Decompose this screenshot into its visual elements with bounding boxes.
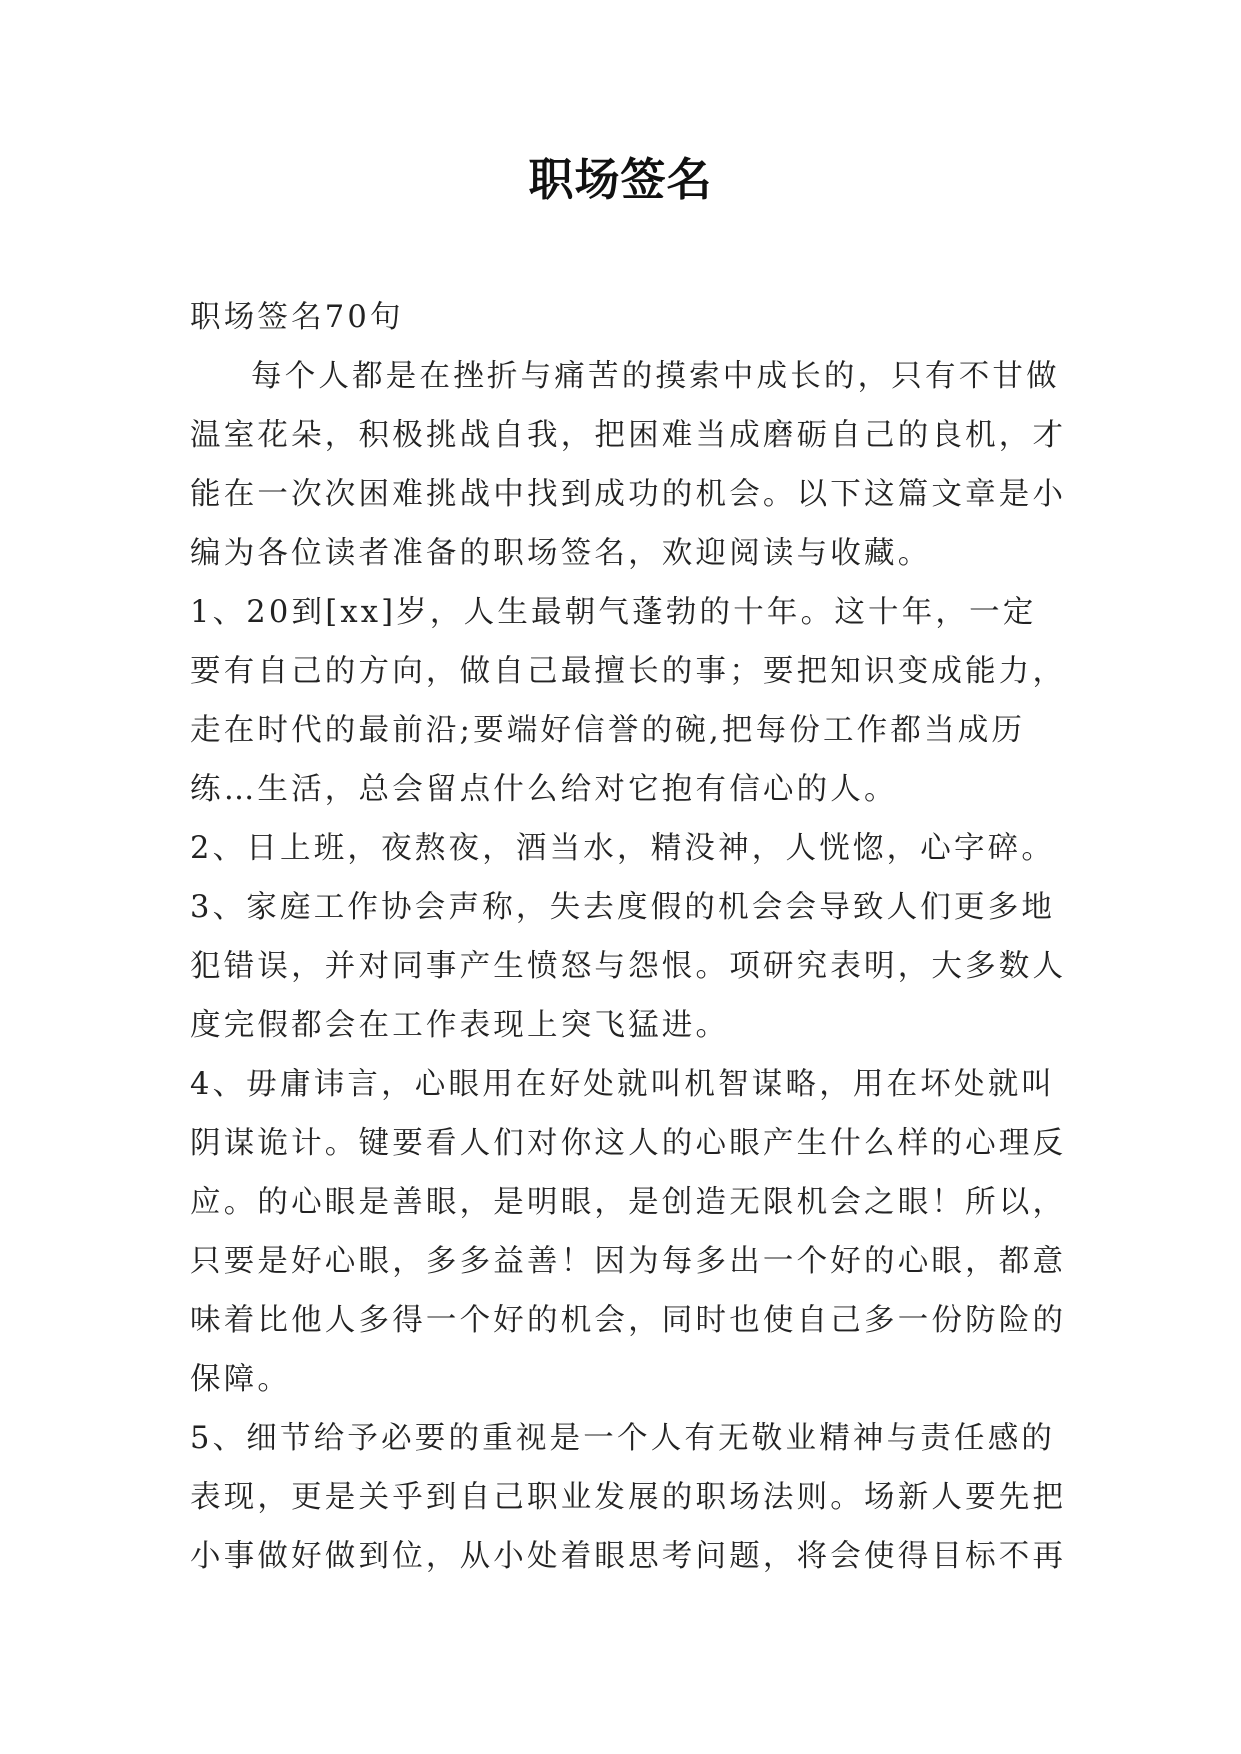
document-body — [190, 288, 1070, 1586]
item-paragraph-3: 3、家庭工作协会声称，失去度假的机会会导致人们更多地犯错误，并对同事产生愤怒与怨恨。项研究表明，大多数人度完假都会在工作表现上突飞猛进。 — [190, 890, 1067, 1043]
item-paragraph-1: 1、20到[xx]岁，人生最朝气蓬勃的十年。这十年，一定要有自己的方向，做自己最擅长的事；要把知识变成能力，走在时代的最前沿;要端好信誉的碗,把每份工作都当成历练…生活，总会留点什么给对它抱有信心的人。 — [190, 595, 1067, 807]
item-paragraph-2: 2、日上班，夜熬夜，酒当水，精没神，人恍惚，心字碎。 — [190, 831, 1056, 866]
document-title: 职场签名 — [528, 153, 713, 206]
subtitle-paragraph: 职场签名70句 — [190, 300, 404, 335]
intro-paragraph: 每个人都是在挫折与痛苦的摸索中成长的，只有不甘做温室花朵，积极挑战自我，把困难当成磨砺自己的良机，才能在一次次困难挑战中找到成功的机会。以下这篇文章是小编为各位读者准备的职场签名，欢迎阅读与收藏。 — [190, 359, 1067, 571]
item-paragraph-5: 5、细节给予必要的重视是一个人有无敬业精神与责任感的表现，更是关乎到自己职业发展的职场法则。场新人要先把小事做好做到位，从小处着眼思考问题，将会使得目标不再 — [190, 1421, 1067, 1574]
item-paragraph-4: 4、毋庸讳言，心眼用在好处就叫机智谋略，用在坏处就叫阴谋诡计。键要看人们对你这人的心眼产生什么样的心理反应。的心眼是善眼，是明眼，是创造无限机会之眼！所以，只要是好心眼，多多益善！因为每多出一个好的心眼，都意味着比他人多得一个好的机会，同时也使自己多一份防险的保障。 — [190, 1067, 1067, 1397]
